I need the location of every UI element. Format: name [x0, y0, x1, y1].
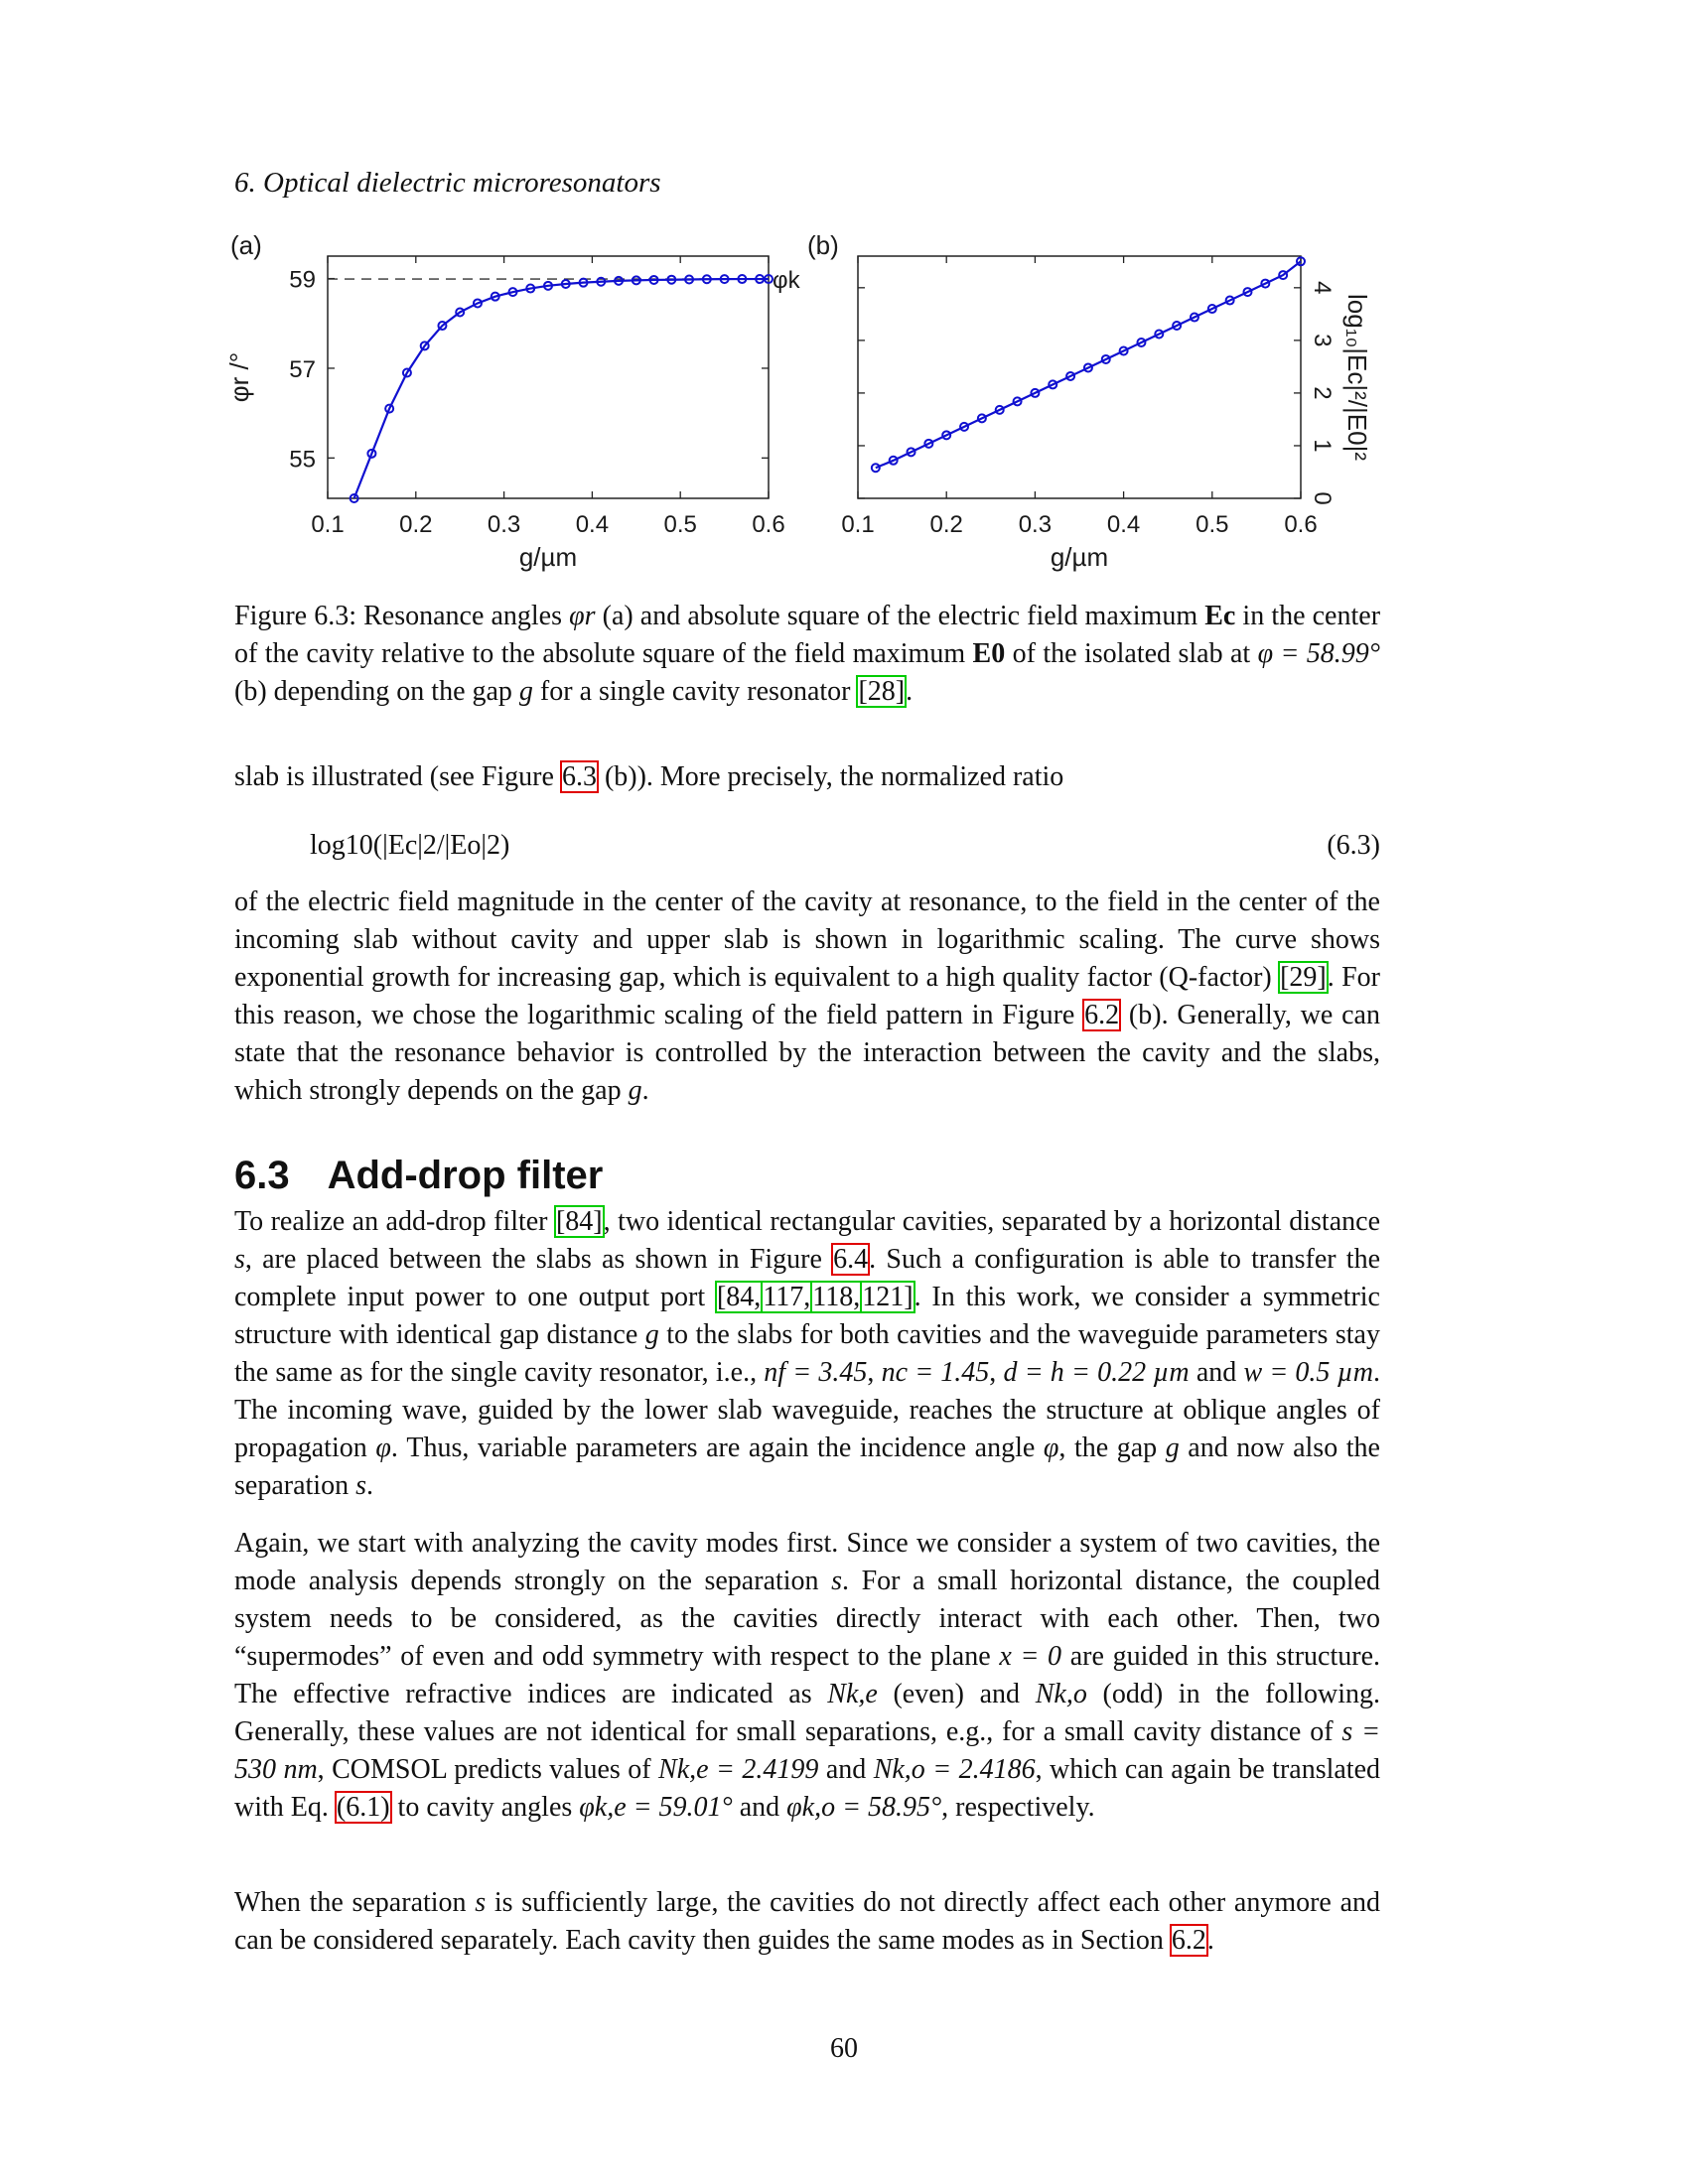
citation-link[interactable]: 118,	[812, 1282, 861, 1312]
paragraph-3: To realize an add-drop filter [84], two identical rectangular cavities, separated by a horizontal distance s, are placed between the slabs as shown in Figure 6.4. Such a configuration is able to transfer the complete input power to one output port [84,117,118,121]. In this work, we consider a symmetric structure with identical gap distance g to the slabs for both cavities and the waveguide parameters stay the same as for the single cavity resonator, i.e., nf = 3.45, nc = 1.45, d = h = 0.22 µm and w = 0.5 µm. The incoming wave, guided by the lower slab waveguide, reaches the structure at oblique angles of propagation φ. Thus, variable parameters are again the incidence angle φ, the gap g and now also the separation s.	[234, 1206, 1380, 1501]
y-tick-label: 59	[289, 266, 316, 294]
section-heading	[234, 1154, 603, 1198]
Ec-symbol: Ec	[1204, 601, 1236, 631]
paragraph-4: Again, we start with analyzing the cavity modes first. Since we consider a system of two cavities, the mode analysis depends strongly on the separation s. For a small horizontal distance, the coupled system needs to be considered, as the cavities directly interact with each other. Then, two “supermodes” of even and odd symmetry with respect to the plane x = 0 are guided in this structure. The effective refractive indices are indicated as Nk,e (even) and Nk,o (odd) in the following. Generally, these values are not identical for small separations, e.g., for a small cavity distance of s = 530 nm, COMSOL predicts values of Nk,e = 2.4199 and Nk,o = 2.4186, which can again be translated with Eq. (6.1) to cavity angles φk,e = 59.01° and φk,o = 58.95°, respectively.	[234, 1528, 1381, 1823]
x-tick-label: 0.5	[663, 511, 697, 538]
x-axis-label: g/µm	[518, 542, 578, 572]
y-tick-label: 55	[289, 446, 316, 474]
x-tick-label: 0.1	[841, 511, 875, 538]
x-tick-label: 0.6	[752, 511, 785, 538]
citation-link[interactable]: [29]	[1280, 962, 1327, 993]
figure-link[interactable]: 6.2	[1084, 1000, 1120, 1030]
citation-link[interactable]: [84,	[716, 1282, 762, 1312]
series-line	[354, 279, 769, 498]
section-link[interactable]: 6.2	[1171, 1925, 1206, 1956]
x-tick-label: 0.3	[1018, 511, 1053, 538]
panel-b-label: (b)	[807, 230, 839, 260]
reference-label: φk	[773, 267, 800, 295]
x-tick-label: 0.4	[575, 511, 610, 538]
paragraph-1: slab is illustrated (see Figure 6.3 (b)). More precisely, the normalized ratio	[234, 761, 1064, 792]
y-axis-label: log₁₀|Ec|²/|E0|²	[1342, 294, 1372, 461]
figure-caption: Figure 6.3: Resonance angles φr (a) and absolute square of the electric field maximum Ec in the center of the cavity relative to the absolute square of the field maximum E0 of the isolated slab at φ = 58.99° (b) depending on the gap g for a single cavity resonator [28].	[234, 601, 1381, 707]
equation-6-3	[310, 830, 1380, 870]
paragraph-2: of the electric field magnitude in the center of the cavity at resonance, to the field in the center of the incoming slab without cavity and upper slab is shown in logarithmic scaling. The curve shows exponential growth for increasing gap, which is equivalent to a high quality factor (Q-factor) [29]. For this reason, we chose the logarithmic scaling of the field pattern in Figure 6.2 (b). Generally, we can state that the resonance behavior is controlled by the interaction between the cavity and the slabs, which strongly depends on the gap g.	[234, 887, 1380, 1106]
plot-frame	[858, 256, 1301, 498]
y-tick-label: 0	[1309, 491, 1336, 505]
plot-frame	[328, 256, 769, 498]
phi-r: φr	[569, 601, 596, 631]
panel-a-label: (a)	[230, 230, 262, 260]
page-number: 60	[830, 2033, 858, 2064]
x-tick-label: 0.1	[311, 511, 345, 538]
phi-equation: φ = 58.99°	[1257, 638, 1380, 669]
y-tick-label: 4	[1309, 281, 1336, 295]
y-axis-label: φr /°	[224, 351, 254, 403]
section-title: Add-drop filter	[327, 1154, 604, 1197]
y-tick-label: 3	[1309, 334, 1336, 347]
x-axis-label: g/µm	[1050, 542, 1109, 572]
y-tick-label: 57	[289, 355, 316, 383]
panel-b-plot	[841, 256, 1372, 572]
x-tick-label: 0.5	[1196, 511, 1229, 538]
panel-a-plot	[224, 256, 801, 572]
x-tick-label: 0.2	[399, 511, 433, 538]
figure-link[interactable]: 6.4	[833, 1244, 869, 1275]
x-tick-label: 0.4	[1106, 511, 1141, 538]
y-tick-label: 1	[1309, 439, 1336, 453]
citation-link[interactable]: 117,	[763, 1282, 811, 1312]
equation-number: (6.3)	[1327, 830, 1380, 861]
citation-link[interactable]: [84]	[555, 1206, 603, 1237]
E0-symbol: E0	[972, 638, 1006, 669]
equation-link[interactable]: (6.1)	[336, 1792, 390, 1823]
y-tick-label: 2	[1309, 386, 1336, 400]
running-header: 6. Optical dielectric microresonators	[234, 167, 661, 199]
x-tick-label: 0.6	[1284, 511, 1318, 538]
x-tick-label: 0.2	[929, 511, 963, 538]
paragraph-5: When the separation s is sufficiently large, the cavities do not directly affect each other anymore and can be considered separately. Each cavity then guides the same modes as in Section 6.2.	[234, 1887, 1380, 1956]
section-number: 6.3	[234, 1154, 290, 1197]
citation-link[interactable]: 121]	[862, 1282, 914, 1312]
figure-link[interactable]: 6.3	[561, 761, 597, 792]
x-tick-label: 0.3	[487, 511, 521, 538]
equation-expression: log10(|Ec|2/|Eo|2)	[310, 830, 510, 861]
citation-link[interactable]: [28]	[858, 676, 906, 707]
figure-6-3	[0, 0, 1688, 596]
